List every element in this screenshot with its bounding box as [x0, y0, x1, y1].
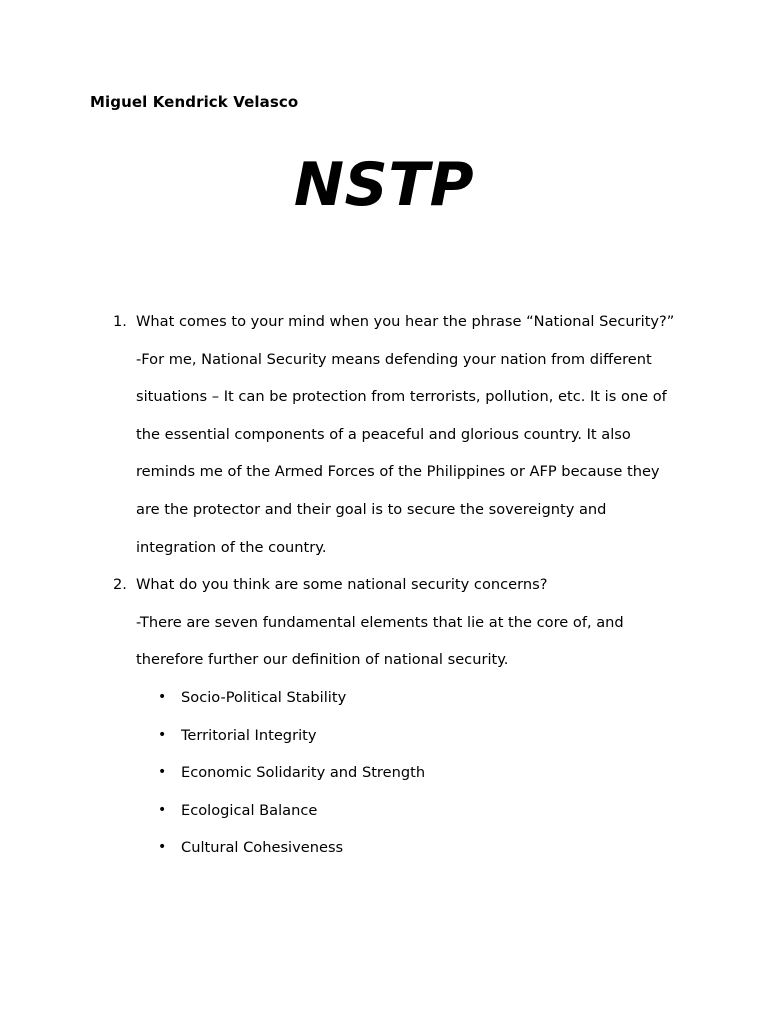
answer-text-1: -For me, National Security means defending your nation from different situations – It can be protection from terrorists, pollution, etc. It is one of the essential components of a peaceful and glorious country. It also reminds me of the Armed Forces of the Philippines or AFP because they are the protector and their goal is to secure the sovereignty and integration of the country. [136, 350, 667, 556]
question-item-1 [0, 303, 681, 566]
list-item [136, 792, 681, 830]
question-number-2: 2. [113, 576, 127, 594]
list-item [136, 717, 681, 755]
bullet-icon: • [158, 801, 167, 818]
bullet-icon: • [158, 688, 167, 705]
list-item [136, 754, 681, 792]
list-item-label: Cultural Cohesiveness [181, 839, 344, 857]
list-item-label: Ecological Balance [181, 801, 318, 819]
list-item-label: Territorial Integrity [181, 726, 317, 744]
question-text-1: What comes to your mind when you hear the phrase “National Security?” [136, 313, 675, 330]
bullet-icon: • [158, 839, 167, 856]
question-item-2 [0, 566, 681, 867]
answer-text-2: -There are seven fundamental elements that lie at the core of, and therefore further our definition of national security. [136, 613, 624, 669]
question-list [0, 303, 768, 867]
list-item [136, 679, 681, 717]
security-elements-list [136, 679, 681, 867]
list-item [136, 829, 681, 867]
question-text-2: What do you think are some national security concerns? [136, 576, 548, 594]
document-title: NSTP [293, 150, 475, 220]
list-item-label: Economic Solidarity and Strength [181, 764, 426, 782]
bullet-icon: • [158, 726, 167, 743]
author-name: Miguel Kendrick Velasco [90, 93, 299, 111]
bullet-icon: • [158, 764, 167, 781]
question-number-1: 1. [113, 313, 127, 330]
list-item-label: Socio-Political Stability [181, 688, 347, 706]
